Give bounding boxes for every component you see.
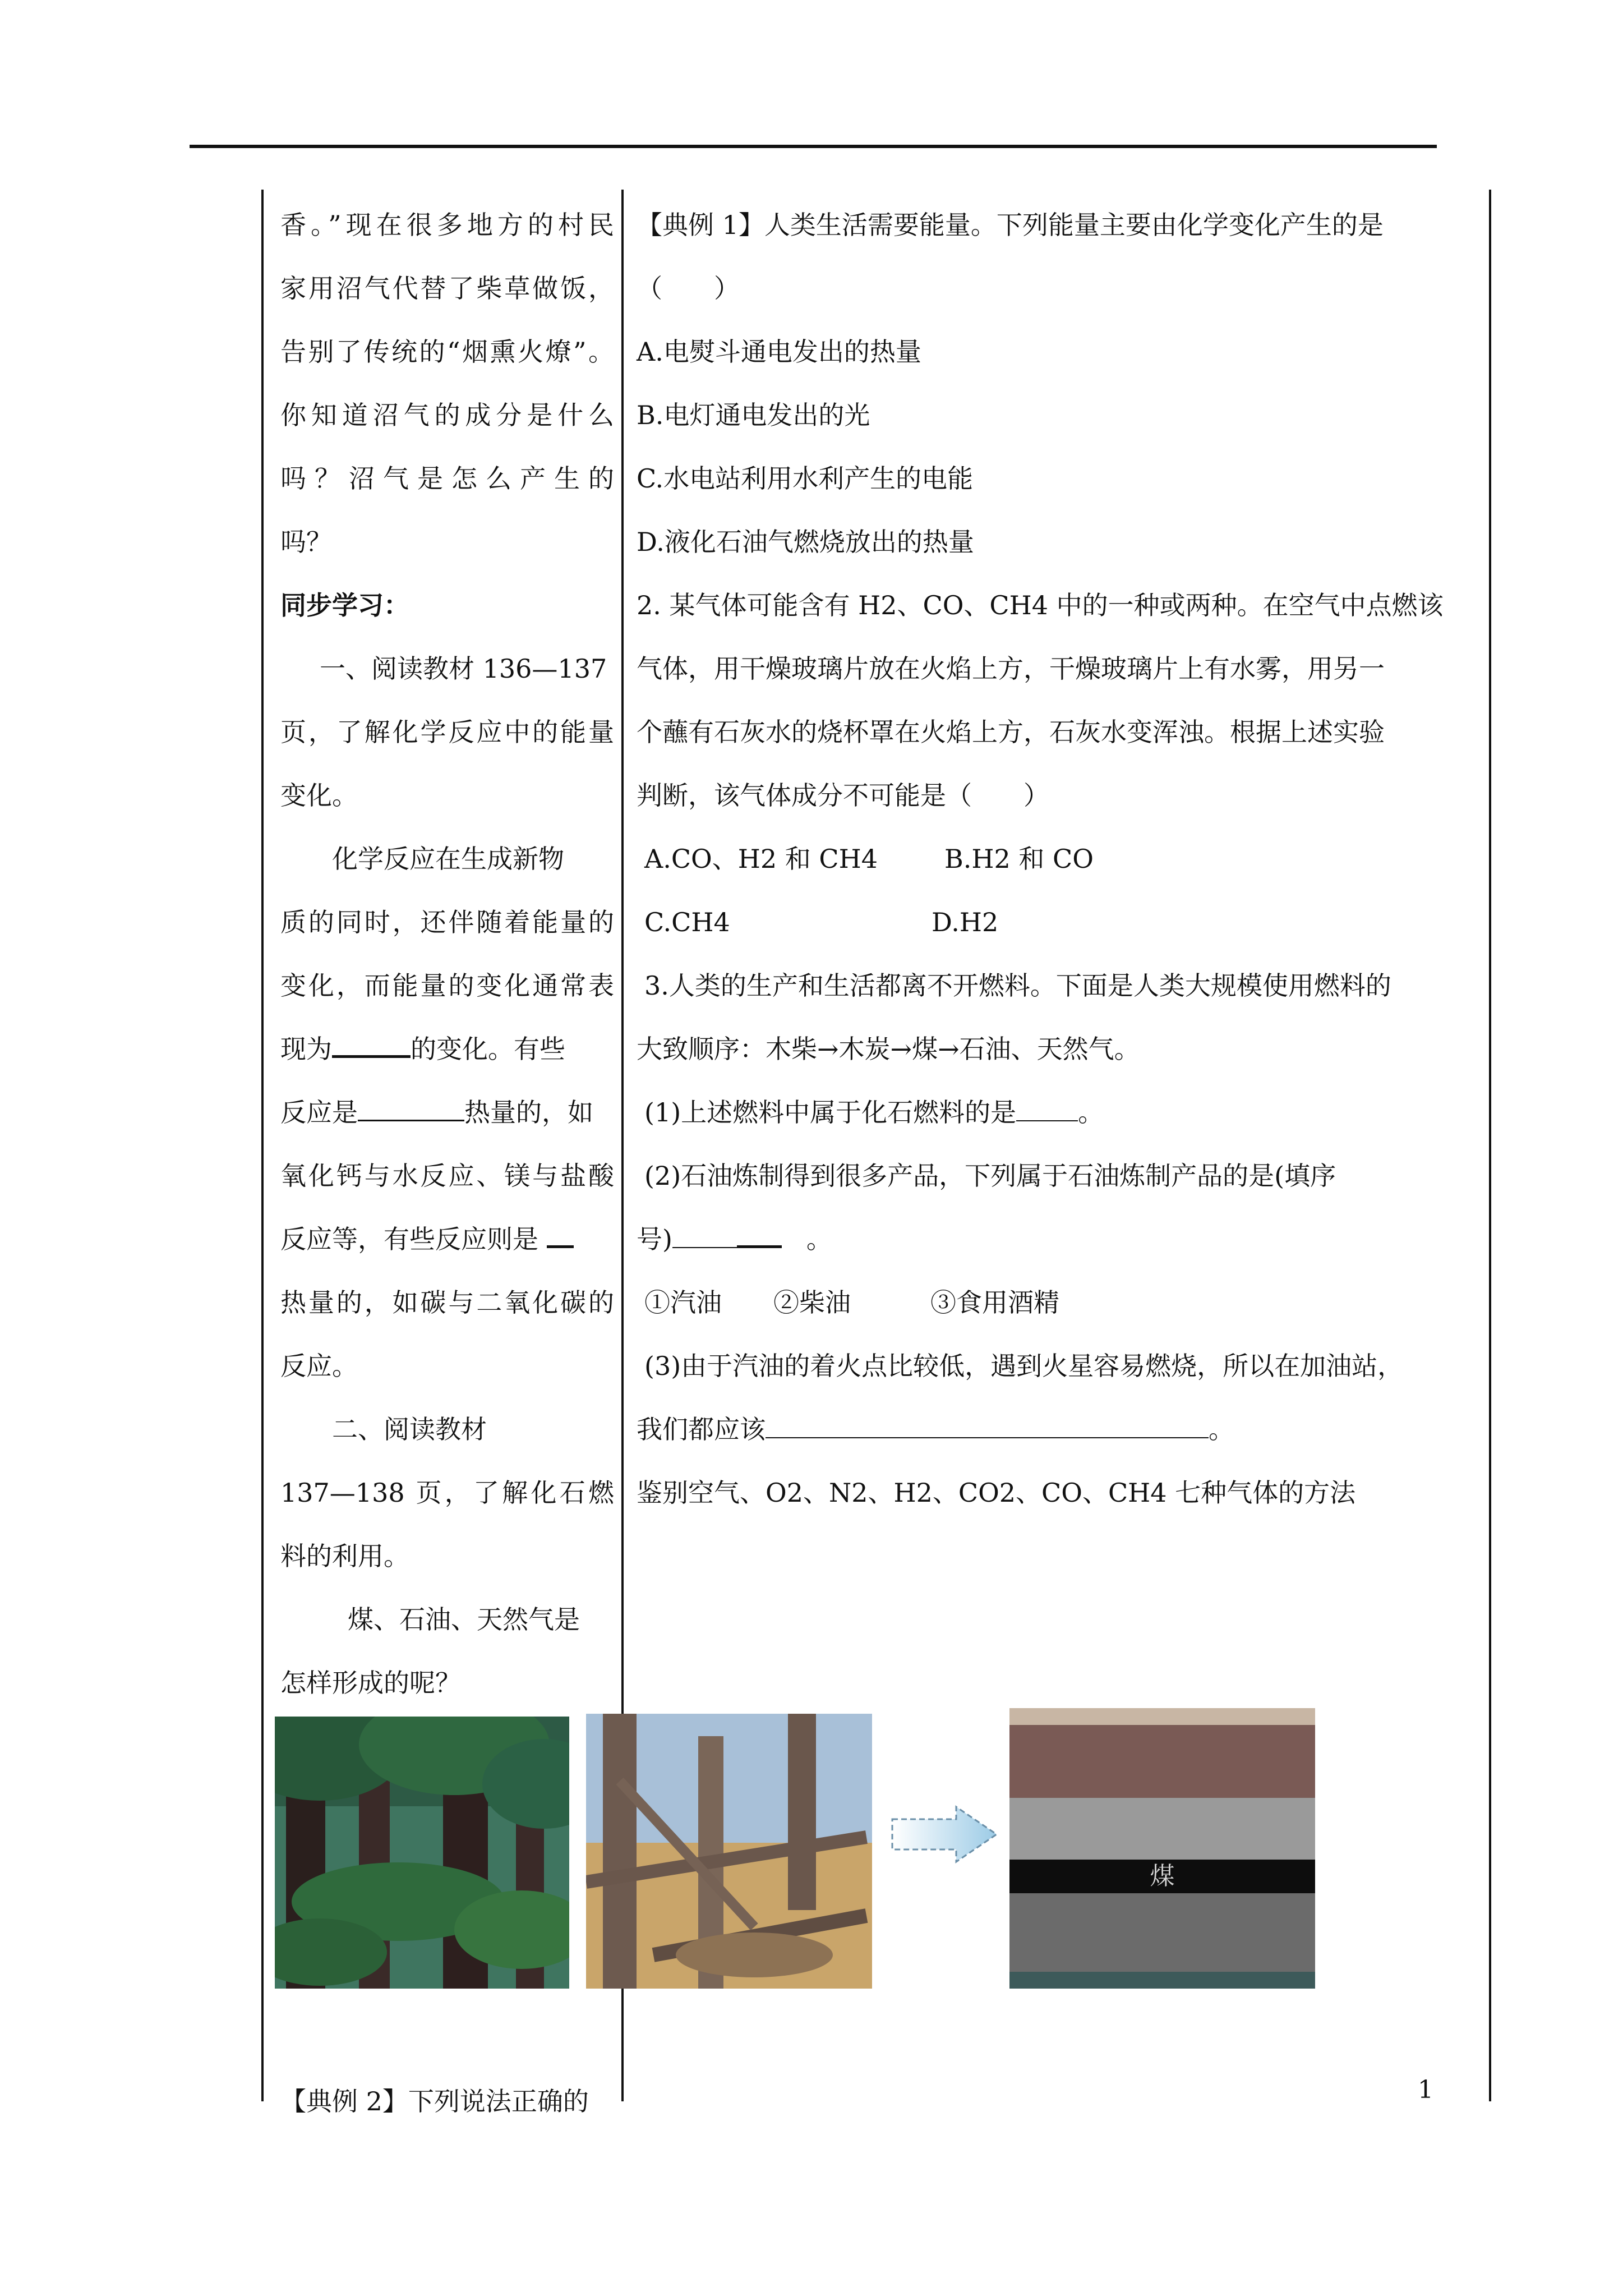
- fill-line-2: [280, 1081, 614, 1144]
- answer-blank[interactable]: [1016, 1103, 1078, 1121]
- q3-stem: 3.人类的生产和生活都离不开燃料。下面是人类大规模使用燃料的: [644, 970, 1391, 1001]
- q2-option-b: B.H2 和 CO: [944, 844, 1094, 874]
- q3-sub2b-text: 号): [637, 1224, 672, 1254]
- q3-sub3: (3)由于汽油的着火点比较低，遇到火星容易燃烧，所以在加油站，: [644, 1351, 1404, 1381]
- right-arrow-icon: [889, 1803, 1001, 1865]
- question-line: 煤、石油、天然气是: [348, 1604, 580, 1635]
- fill-text: 的变化。有些: [411, 1034, 565, 1064]
- answer-blank[interactable]: [672, 1230, 737, 1248]
- arrow-graphic: [889, 1803, 1001, 1865]
- q2-options-row: [637, 827, 1489, 891]
- q3-choice: ②柴油: [773, 1287, 851, 1318]
- section2-line: 料的利用。: [280, 1541, 409, 1571]
- coal-label: 煤: [1150, 1862, 1175, 1890]
- gas-identification: 鉴别空气、O2、N2、H2、CO2、CO、CH4 七种气体的方法: [637, 1478, 1356, 1508]
- q2-stem: 个蘸有石灰水的烧杯罩在火焰上方，石灰水变浑浊。根据上述实验: [637, 717, 1385, 747]
- fallen-trees-illustration: [586, 1714, 872, 1989]
- q3-sub2b: [637, 1208, 1489, 1271]
- q2-option-d: D.H2: [932, 907, 999, 937]
- answer-blank[interactable]: [737, 1228, 782, 1248]
- table-column-divider: [621, 190, 624, 1715]
- intro-line: 你知道沼气的成分是什么: [280, 400, 614, 430]
- left-column: [280, 194, 614, 1715]
- example1-option: C.水电站利用水利产生的电能: [637, 463, 974, 494]
- sync-heading: 同步学习：: [280, 590, 409, 620]
- q3-sub1: [637, 1081, 1489, 1144]
- fill-text: 反应等，有些反应则是: [280, 1224, 538, 1254]
- intro-line: 家用沼气代替了柴草做饭，: [280, 273, 614, 303]
- q3-sub3b: [637, 1398, 1489, 1461]
- period: 。: [1078, 1097, 1104, 1128]
- q3-choice: ③食用酒精: [930, 1287, 1059, 1318]
- q2-option-c: C.CH4: [644, 907, 730, 937]
- q3-sub3b-text: 我们都应该: [637, 1414, 766, 1444]
- answer-blank[interactable]: [547, 1228, 574, 1248]
- q3-sub1-text: (1)上述燃料中属于化石燃料的是: [644, 1097, 1017, 1128]
- example1-paren: （ ）: [637, 273, 740, 303]
- fill-text: 热量的，如: [464, 1097, 593, 1128]
- para-line: 化学反应在生成新物: [332, 844, 564, 874]
- example2-stem: 【典例 2】下列说法正确的: [280, 2086, 589, 2116]
- intro-line: 吗？: [280, 527, 332, 557]
- para-line: 质的同时，还伴随着能量的: [280, 907, 614, 937]
- right-column: [637, 194, 1489, 1525]
- answer-blank[interactable]: [358, 1103, 464, 1121]
- example1-stem: 【典例 1】人类生活需要能量。下列能量主要由化学变化产生的是: [637, 210, 1384, 240]
- header-rule: [190, 145, 1437, 148]
- para-line: 反应。: [280, 1351, 358, 1381]
- answer-blank[interactable]: [332, 1038, 411, 1058]
- example1-option: D.液化石油气燃烧放出的热量: [637, 527, 974, 557]
- section1-line: 变化。: [280, 780, 358, 811]
- para-line: 热量的，如碳与二氧化碳的: [280, 1287, 614, 1318]
- page-number: 1: [1418, 2076, 1433, 2104]
- period: 。: [1209, 1414, 1234, 1444]
- example1-option: B.电灯通电发出的光: [637, 400, 870, 430]
- para-line: 变化，而能量的变化通常表: [280, 970, 614, 1001]
- answer-blank[interactable]: [766, 1420, 1209, 1438]
- forest-image: [275, 1717, 569, 1989]
- forest-illustration: [275, 1717, 569, 1989]
- para-line: 氧化钙与水反应、镁与盐酸: [280, 1161, 614, 1191]
- q3-choices: [637, 1271, 1489, 1335]
- intro-line: 告别了传统的“烟熏火燎”。: [280, 337, 614, 367]
- section1-line: 一、阅读教材 136—137: [320, 654, 607, 684]
- example1-option: A.电熨斗通电发出的热量: [637, 337, 921, 367]
- fallen-trees-image: [586, 1714, 872, 1989]
- section1-line: 页，了解化学反应中的能量: [280, 717, 614, 747]
- coal-strata-image: [1009, 1708, 1315, 1989]
- question-line: 怎样形成的呢？: [280, 1668, 461, 1698]
- q2-option-a: A.CO、H2 和 CH4: [644, 844, 878, 874]
- q3-stem: 大致顺序：木柴→木炭→煤→石油、天然气。: [637, 1034, 1140, 1064]
- period: 。: [806, 1224, 832, 1254]
- intro-line: 香。”现在很多地方的村民: [280, 210, 614, 240]
- q2-options-row: [637, 891, 1489, 954]
- table-column-divider-lower: [621, 1988, 624, 2101]
- q2-stem: 2. 某气体可能含有 H2、CO、CH4 中的一种或两种。在空气中点燃该: [637, 590, 1444, 620]
- q3-sub2: (2)石油炼制得到很多产品，下列属于石油炼制产品的是(填序: [644, 1161, 1336, 1191]
- intro-line: 吗？沼气是怎么产生的: [280, 463, 614, 494]
- fill-line-4: [280, 1208, 614, 1271]
- q3-choice: ①汽油: [644, 1287, 722, 1318]
- coal-layers-illustration: [1009, 1708, 1315, 1989]
- q2-stem: 判断，该气体成分不可能是（ ）: [637, 780, 1049, 811]
- table-border-right: [1489, 190, 1491, 2101]
- fill-text: 反应是: [280, 1097, 358, 1128]
- q2-stem: 气体，用干燥玻璃片放在火焰上方，干燥玻璃片上有水雾，用另一: [637, 654, 1385, 684]
- table-border-left: [261, 190, 264, 2101]
- fill-text: 现为: [280, 1034, 332, 1064]
- section2-line: 二、阅读教材: [332, 1414, 487, 1444]
- fill-line-1: [280, 1018, 614, 1081]
- section2-line: 137—138 页，了解化石燃: [280, 1478, 614, 1508]
